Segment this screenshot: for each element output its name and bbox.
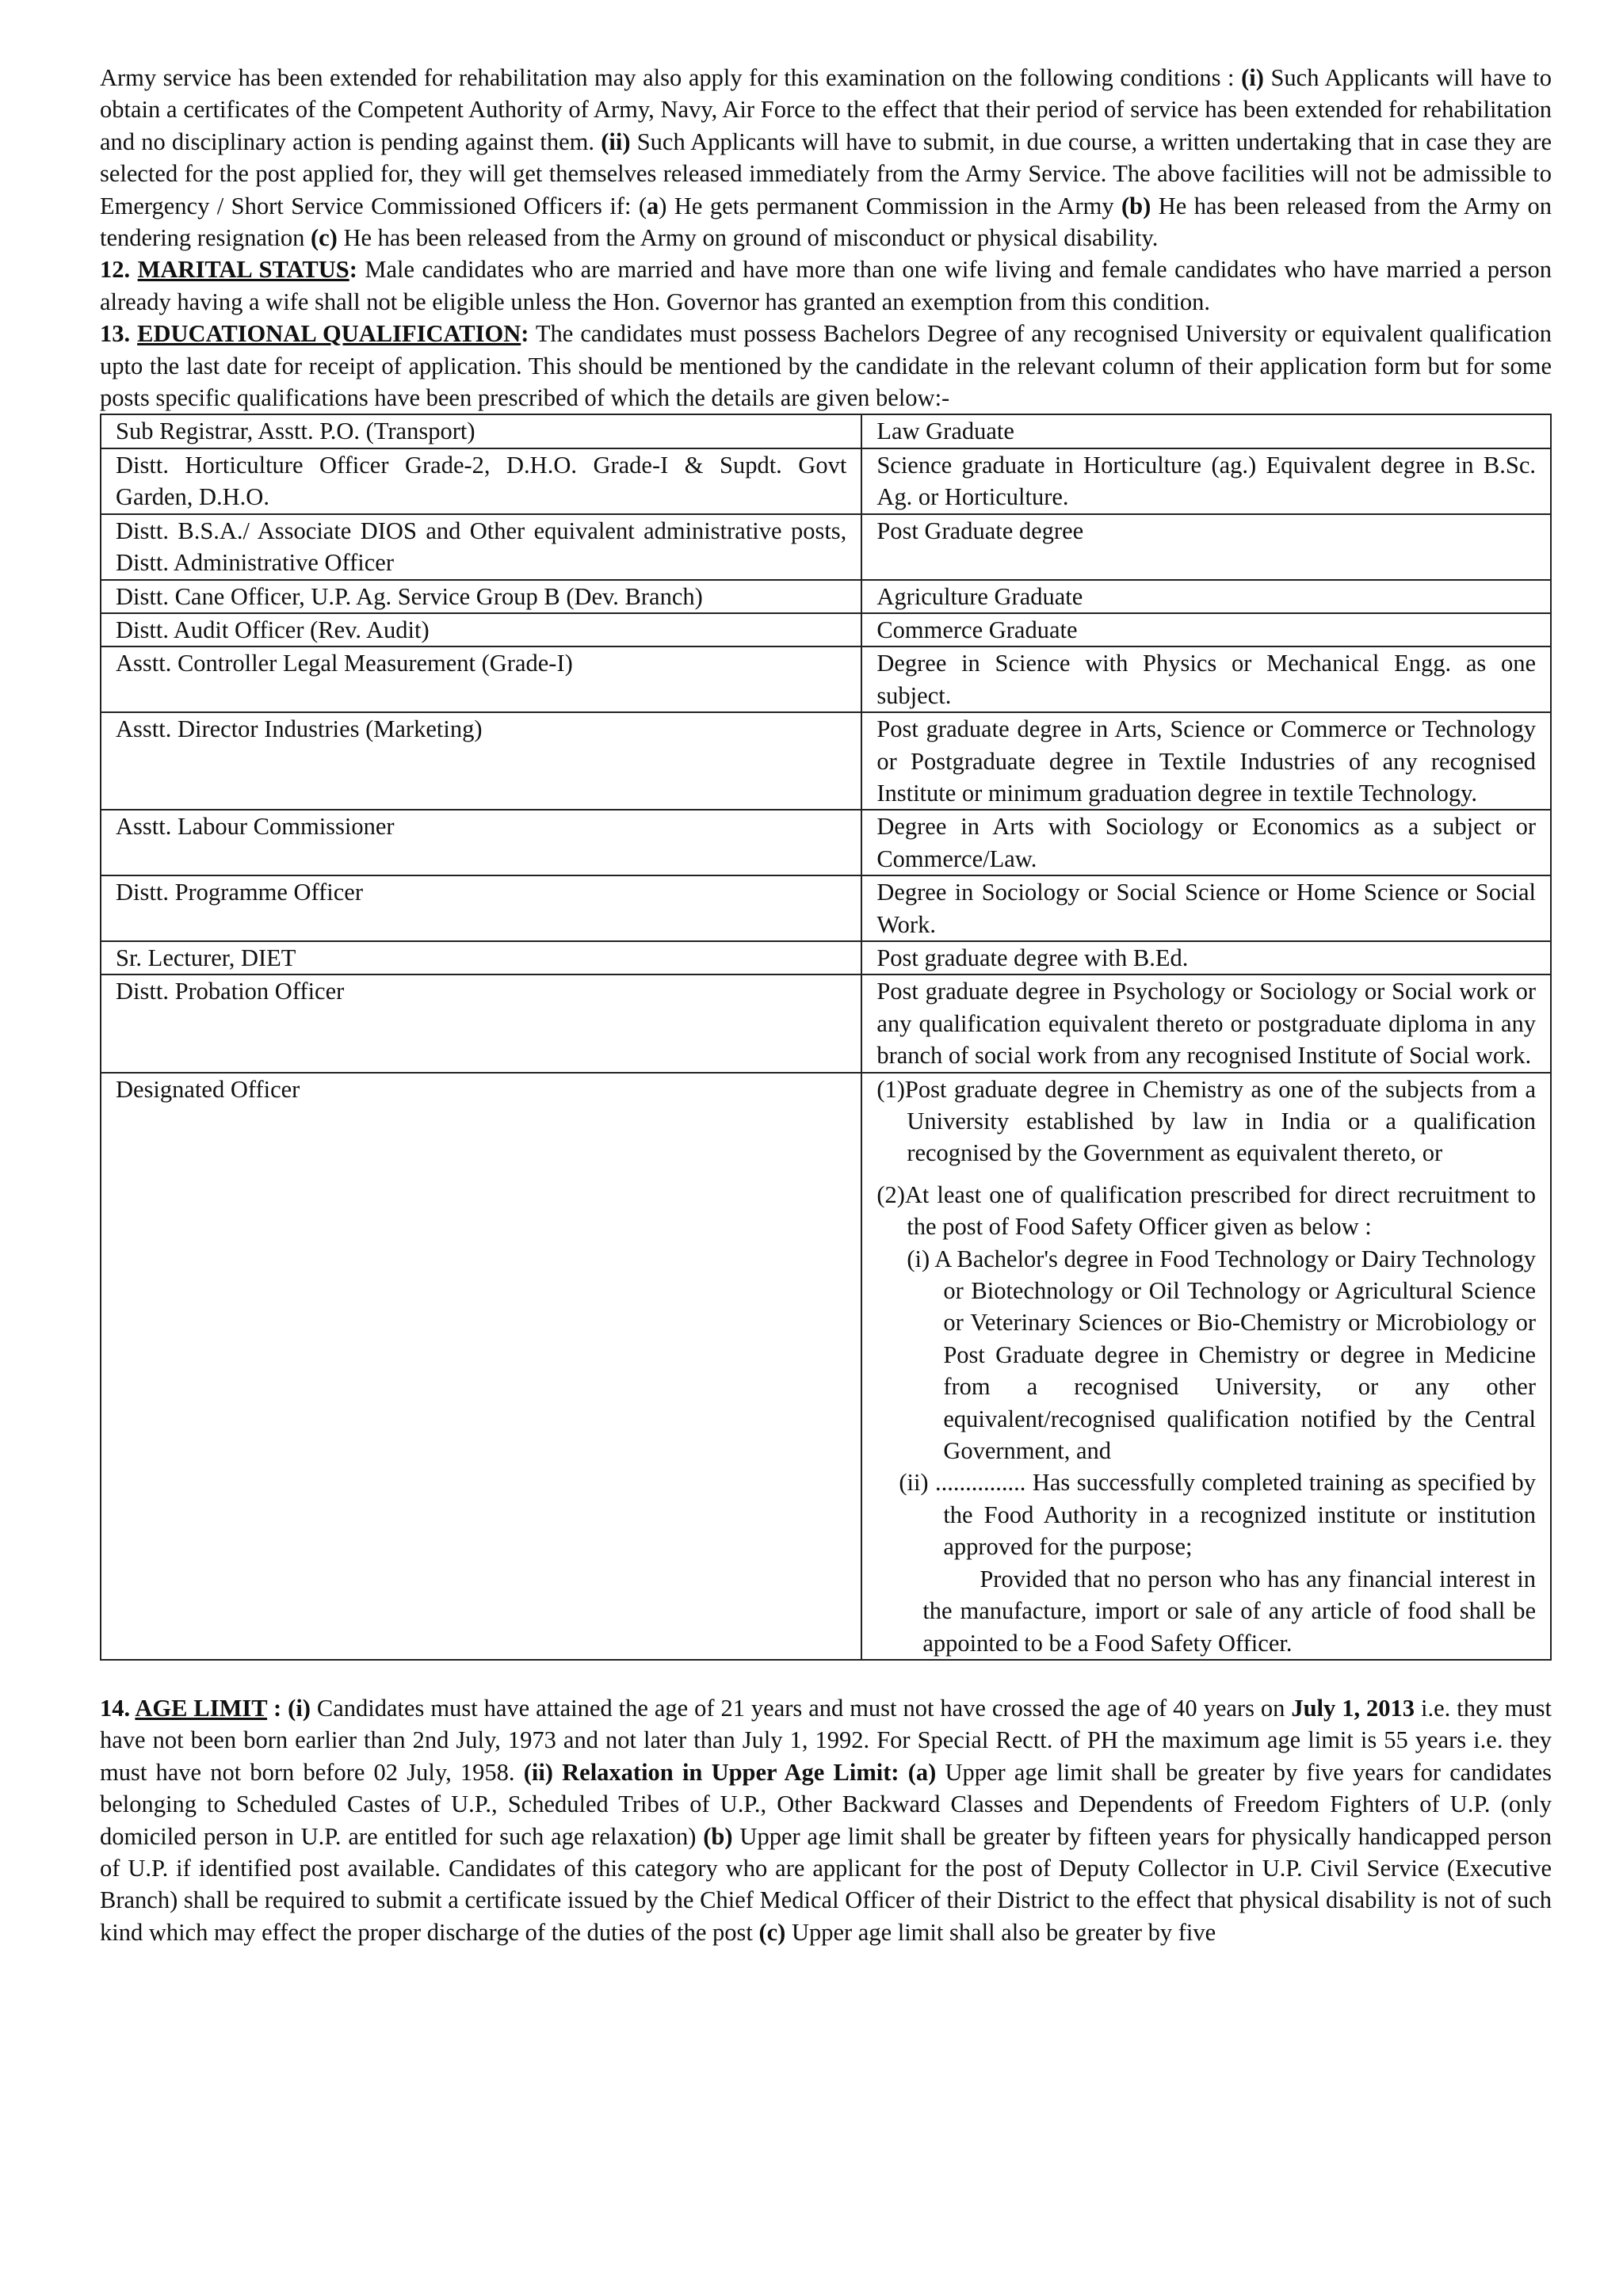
intro-text: He has been released from the Army on tendering resignation (100, 192, 1552, 252)
table-row (101, 875, 1551, 941)
post-cell: Distt. Probation Officer (101, 974, 861, 1072)
qualification-proviso: Provided that no person who has any financial interest in the manufacture, import or sale of any article of food shall be appointed to be a Food Safety Officer. (922, 1565, 1536, 1657)
post-cell: Asstt. Director Industries (Marketing) (101, 712, 861, 810)
section-marker: (c) (758, 1918, 786, 1946)
qualification-subitem-i: (i) A Bachelor's degree in Food Technology or Dairy Technology or Biotechnology or Oil Technology or Agricultural Science or Veterinary Sciences or Bio-Chemistry or Microbiology or Post Graduate degree in Chemistry or degree in Medicine from a recognised University, or any other equivalent/recognised qualification notified by the Central Government, and (907, 1245, 1536, 1465)
qualification-cell: Post graduate degree with B.Ed. (861, 941, 1551, 974)
table-row (101, 613, 1551, 646)
section-title: MARITAL STATUS (137, 256, 349, 284)
post-cell: Distt. B.S.A./ Associate DIOS and Other equivalent administrative posts, Distt. Administrative Officer (101, 514, 861, 580)
qualification-cell: Law Graduate (861, 414, 1551, 448)
table-row (101, 810, 1551, 875)
table-row (101, 514, 1551, 580)
section-text: Upper age limit shall be greater by fifteen years for physically handicapped person of U.P. if identified post available. Candidates of this category who are applicant for the post of Deputy Collector in U.P. Civil Service (Executive Branch) shall be required to submit a certificate issued by the Chief Medical Officer of their District to the effect that physical disability is not of such kind which may effect the proper discharge of the duties of the post (100, 1822, 1552, 1946)
intro-text: He has been released from the Army on ground of misconduct or physical disability. (337, 224, 1159, 252)
intro-marker: (c) (310, 224, 338, 252)
table-row (101, 712, 1551, 810)
section-colon: : (349, 256, 357, 284)
qualification-cell: Post graduate degree in Psychology or Sociology or Social work or any qualification equivalent thereto or postgraduate diploma in any branch of social work from any recognised Institute of Social work. (861, 974, 1551, 1072)
qualification-cell: Degree in Science with Physics or Mechanical Engg. as one subject. (861, 646, 1551, 712)
section-13-educational-qualification (100, 318, 1552, 414)
intro-text: Such Applicants will have to submit, in due course, a written undertaking that in case they are selected for the post applied for, they will get themselves released immediately from the Army Service. The above facilities will not be admissible to Emergency / Short Service Commissioned Officers if: ( (100, 128, 1552, 219)
section-title: EDUCATIONAL QUALIFICATION (137, 320, 521, 348)
qualification-item-1: (1)Post graduate degree in Chemistry as one of the subjects from a University established by law in India or a qualification recognised by the Government as equivalent thereto, or (876, 1075, 1536, 1167)
intro-marker: a (647, 192, 659, 219)
table-row (101, 646, 1551, 712)
qualification-cell: Agriculture Graduate (861, 580, 1551, 613)
qualification-cell: Post Graduate degree (861, 514, 1551, 580)
section-text: Male candidates who are married and have more than one wife living and female candidates who have married a person already having a wife shall not be eligible unless the Hon. Governor has granted an exemption from this condition. (100, 256, 1552, 315)
designated-officer-row-group (101, 1073, 1551, 1660)
post-cell: Asstt. Labour Commissioner (101, 810, 861, 875)
qualification-cell: Post graduate degree in Arts, Science or Commerce or Technology or Postgraduate degree in Textile Industries of any recognised Institute or minimum graduation degree in textile Technology. (861, 712, 1551, 810)
document-page (100, 62, 1552, 1948)
section-number: 13. (100, 320, 138, 348)
section-marker: (b) (703, 1822, 733, 1850)
section-marker: (i) (288, 1694, 311, 1722)
table-row (101, 974, 1551, 1072)
post-cell: Distt. Cane Officer, U.P. Ag. Service Group B (Dev. Branch) (101, 580, 861, 613)
post-cell: Distt. Audit Officer (Rev. Audit) (101, 613, 861, 646)
qualification-cell: Degree in Sociology or Social Science or Home Science or Social Work. (861, 875, 1551, 941)
qualification-cell: Degree in Arts with Sociology or Economics as a subject or Commerce/Law. (861, 810, 1551, 875)
section-text: i.e. they must have not been born earlier than 2nd July, 1973 and not later than July 1, 1992. For Special Rectt. of PH the maximum age limit is 55 years i.e. they must have not born before 02 July, 1958. (100, 1694, 1552, 1786)
section-number: 14. (100, 1694, 136, 1722)
intro-text: Army service has been extended for rehabilitation may also apply for this examination on the following conditions : (100, 64, 1242, 91)
section-14-age-limit (100, 1692, 1552, 1948)
spacer (100, 1661, 1552, 1692)
qualification-subitem-ii: (ii) ............... Has successfully completed training as specified by the Food Authority in a recognized institute or institution approved for the purpose; (899, 1469, 1536, 1561)
intro-marker: (ii) (601, 128, 631, 155)
section-12-marital-status (100, 254, 1552, 318)
qualification-cell: Science graduate in Horticulture (ag.) Equivalent degree in B.Sc. Ag. or Horticulture. (861, 448, 1551, 514)
intro-paragraph (100, 62, 1552, 254)
qualification-table (100, 414, 1552, 1660)
section-text: Candidates must have attained the age of 21 years and must not have crossed the age of 40 years on (310, 1694, 1292, 1722)
post-cell: Distt. Horticulture Officer Grade-2, D.H.O. Grade-I & Supdt. Govt Garden, D.H.O. (101, 448, 861, 514)
post-cell: Asstt. Controller Legal Measurement (Grade-I) (101, 646, 861, 712)
section-colon: : (267, 1694, 288, 1722)
table-row (101, 941, 1551, 974)
qualification-item-2: (2)At least one of qualification prescribed for direct recruitment to the post of Food Safety Officer given as below : (876, 1180, 1536, 1241)
intro-marker: (b) (1121, 192, 1151, 219)
post-cell: Designated Officer (101, 1073, 861, 1660)
section-title: AGE LIMIT (135, 1694, 268, 1722)
qualification-cell (861, 1073, 1551, 1660)
qualification-cell: Commerce Graduate (861, 613, 1551, 646)
section-text: The candidates must possess Bachelors Degree of any recognised University or equivalent qualification upto the last date for receipt of application. This should be mentioned by the candidate in the relevant column of their application form but for some posts specific qualifications have been prescribed of which the details are given below:- (100, 320, 1552, 412)
post-cell: Sub Registrar, Asstt. P.O. (Transport) (101, 414, 861, 448)
table-row (101, 448, 1551, 514)
table-row (101, 414, 1551, 448)
section-text: Upper age limit shall be greater by five years for candidates belonging to Scheduled Castes of U.P., Scheduled Tribes of U.P., Other Backward Classes and Dependents of Freedom Fighters of U.P. (only domiciled person in U.P. are entitled for such age relaxation) (100, 1758, 1552, 1850)
section-marker: (ii) Relaxation in Upper Age Limit: (a) (523, 1758, 937, 1786)
post-cell: Distt. Programme Officer (101, 875, 861, 941)
qualification-table-body (101, 414, 1551, 1072)
section-text: Upper age limit shall also be greater by five (785, 1918, 1216, 1946)
table-row (101, 1073, 1551, 1660)
section-date: July 1, 2013 (1291, 1694, 1415, 1722)
section-colon: : (521, 320, 529, 348)
table-row (101, 580, 1551, 613)
post-cell: Sr. Lecturer, DIET (101, 941, 861, 974)
section-number: 12. (100, 256, 138, 284)
intro-marker: (i) (1241, 64, 1264, 91)
intro-text: ) He gets permanent Commission in the Army (659, 192, 1122, 219)
intro-text: Such Applicants will have to obtain a certificates of the Competent Authority of Army, Navy, Air Force to the effect that their period of service has been extended for rehabilitation and no disciplinary action is pending against them. (100, 64, 1552, 155)
